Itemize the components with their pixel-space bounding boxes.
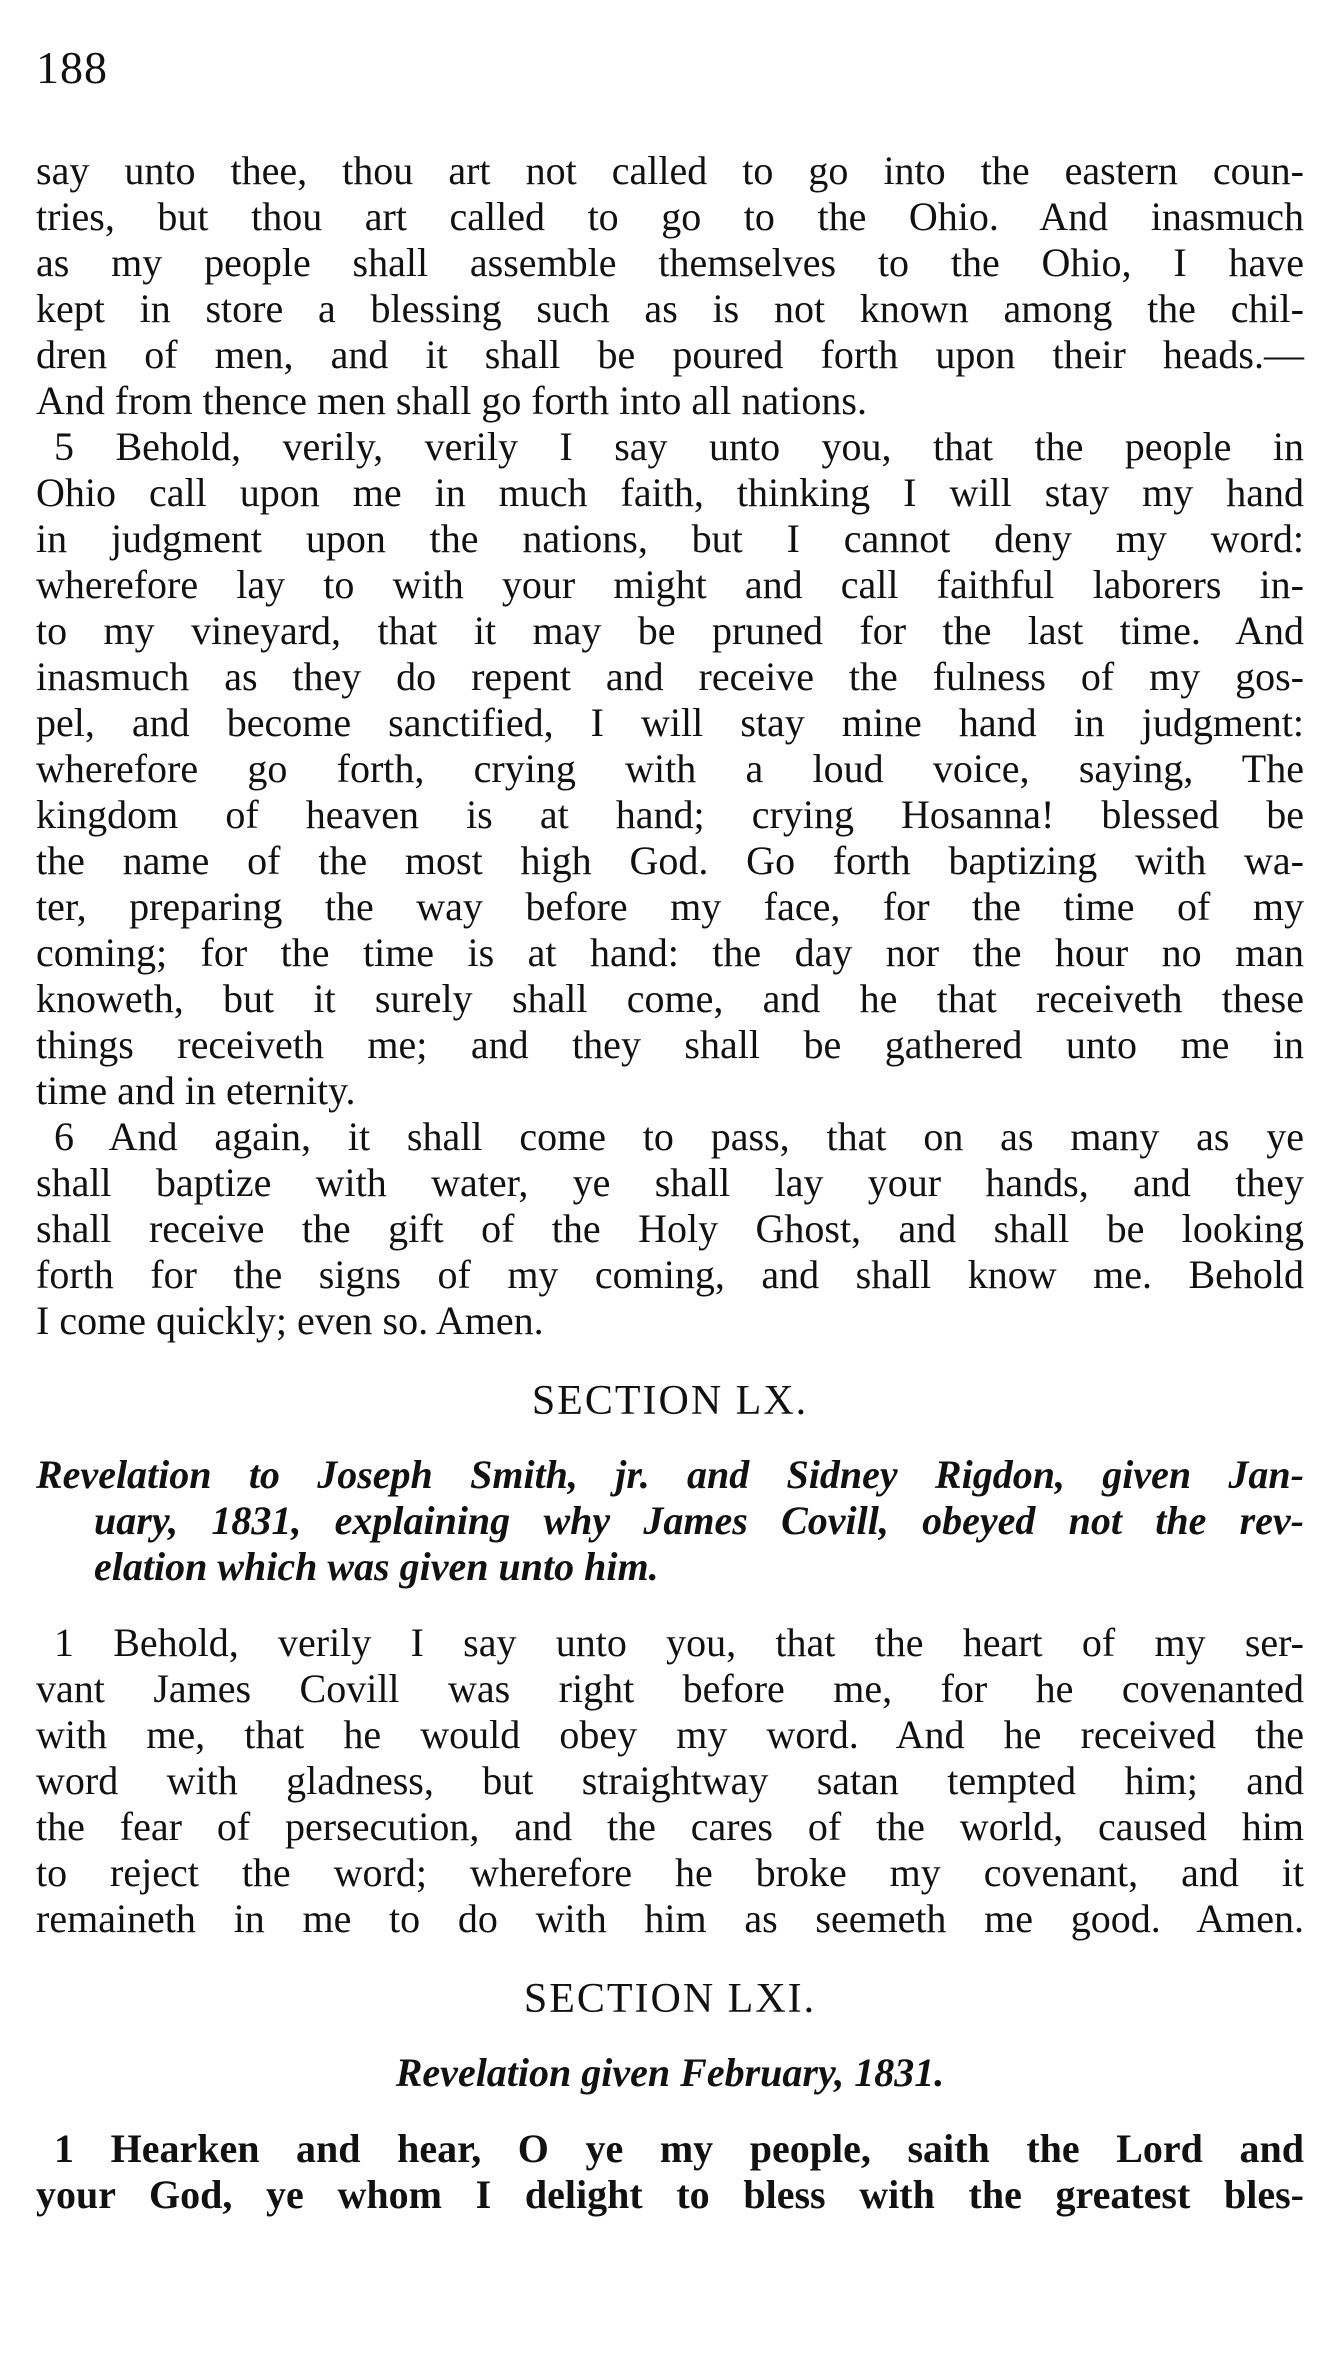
spacer (36, 1590, 1304, 1620)
text-line: 1 Hearken and hear, O ye my people, saith the Lord and (54, 2126, 1304, 2171)
text-line: 5 Behold, verily, verily I say unto you, that the people in (54, 424, 1304, 469)
section-lxi-verse-1 (36, 2126, 1304, 2218)
section-lx-heading: SECTION LX. (531, 1378, 809, 1424)
text-line: wherefore lay to with your might and call faithful laborers in- (36, 562, 1304, 607)
text-line: as my people shall assemble themselves to the Ohio, I have (36, 240, 1304, 285)
text-line: time and in eternity. (36, 1068, 356, 1113)
text-line: word with gladness, but straightway satan tempted him; and (36, 1758, 1304, 1803)
text-line: remaineth in me to do with him as seemeth me good. Amen. (36, 1896, 1304, 1941)
text-line: your God, ye whom I delight to bless with the greatest bles- (36, 2172, 1304, 2217)
text-line: ter, preparing the way before my face, for the time of my (36, 884, 1304, 929)
text-line: I come quickly; even so. Amen. (36, 1298, 544, 1343)
text-line: inasmuch as they do repent and receive the fulness of my gos- (36, 654, 1304, 699)
text-line: the fear of persecution, and the cares of the world, caused him (36, 1804, 1304, 1849)
verse-6 (36, 1114, 1304, 1344)
text-line: coming; for the time is at hand: the day nor the hour no man (36, 930, 1304, 975)
section-lxi-intro (36, 2050, 1304, 2096)
text-line: with me, that he would obey my word. And he received the (36, 1712, 1304, 1757)
text-line: kept in store a blessing such as is not known among the chil- (36, 286, 1304, 331)
book-page (36, 40, 1304, 2218)
text-line: to reject the word; wherefore he broke my covenant, and it (36, 1850, 1304, 1895)
text-line: in judgment upon the nations, but I cannot deny my word: (36, 516, 1304, 561)
text-line: tries, but thou art called to go to the Ohio. And inasmuch (36, 194, 1304, 239)
text-line: 6 And again, it shall come to pass, that on as many as ye (54, 1114, 1304, 1159)
text-line: things receiveth me; and they shall be gathered unto me in (36, 1022, 1304, 1067)
text-line: forth for the signs of my coming, and shall know me. Behold (36, 1252, 1304, 1297)
text-line: vant James Covill was right before me, for he covenanted (36, 1666, 1304, 1711)
section-lx-verse-1 (36, 1620, 1304, 1942)
verse-5 (36, 424, 1304, 1114)
intro-line: uary, 1831, explaining why James Covill, obeyed not the rev- (94, 1498, 1304, 1543)
text-line: And from thence men shall go forth into all nations. (36, 378, 867, 423)
text-line: wherefore go forth, crying with a loud voice, saying, The (36, 746, 1304, 791)
spacer (36, 2096, 1304, 2126)
text-line: 1 Behold, verily I say unto you, that the heart of my ser- (54, 1620, 1304, 1665)
section-lxi-heading: SECTION LXI. (523, 1976, 817, 2022)
continuation-paragraph (36, 148, 1304, 424)
text-line: say unto thee, thou art not called to go into the eastern coun- (36, 148, 1304, 193)
text-line: kingdom of heaven is at hand; crying Hosanna! blessed be (36, 792, 1304, 837)
text-line: dren of men, and it shall be poured forth upon their heads.— (36, 332, 1304, 377)
text-line: knoweth, but it surely shall come, and he that receiveth these (36, 976, 1304, 1021)
text-line: shall receive the gift of the Holy Ghost, and shall be looking (36, 1206, 1304, 1251)
section-lx-intro (36, 1452, 1304, 1590)
intro-line: elation which was given unto him. (94, 1544, 659, 1589)
page-number: 188 (36, 42, 108, 93)
text-line: to my vineyard, that it may be pruned for the last time. And (36, 608, 1304, 653)
text-line: the name of the most high God. Go forth baptizing with wa- (36, 838, 1304, 883)
intro-line: Revelation to Joseph Smith, jr. and Sidney Rigdon, given Jan- (36, 1452, 1304, 1497)
intro-line: Revelation given February, 1831. (395, 2050, 945, 2095)
text-line: Ohio call upon me in much faith, thinking I will stay my hand (36, 470, 1304, 515)
text-line: pel, and become sanctified, I will stay mine hand in judgment: (36, 700, 1304, 745)
text-line: shall baptize with water, ye shall lay your hands, and they (36, 1160, 1304, 1205)
